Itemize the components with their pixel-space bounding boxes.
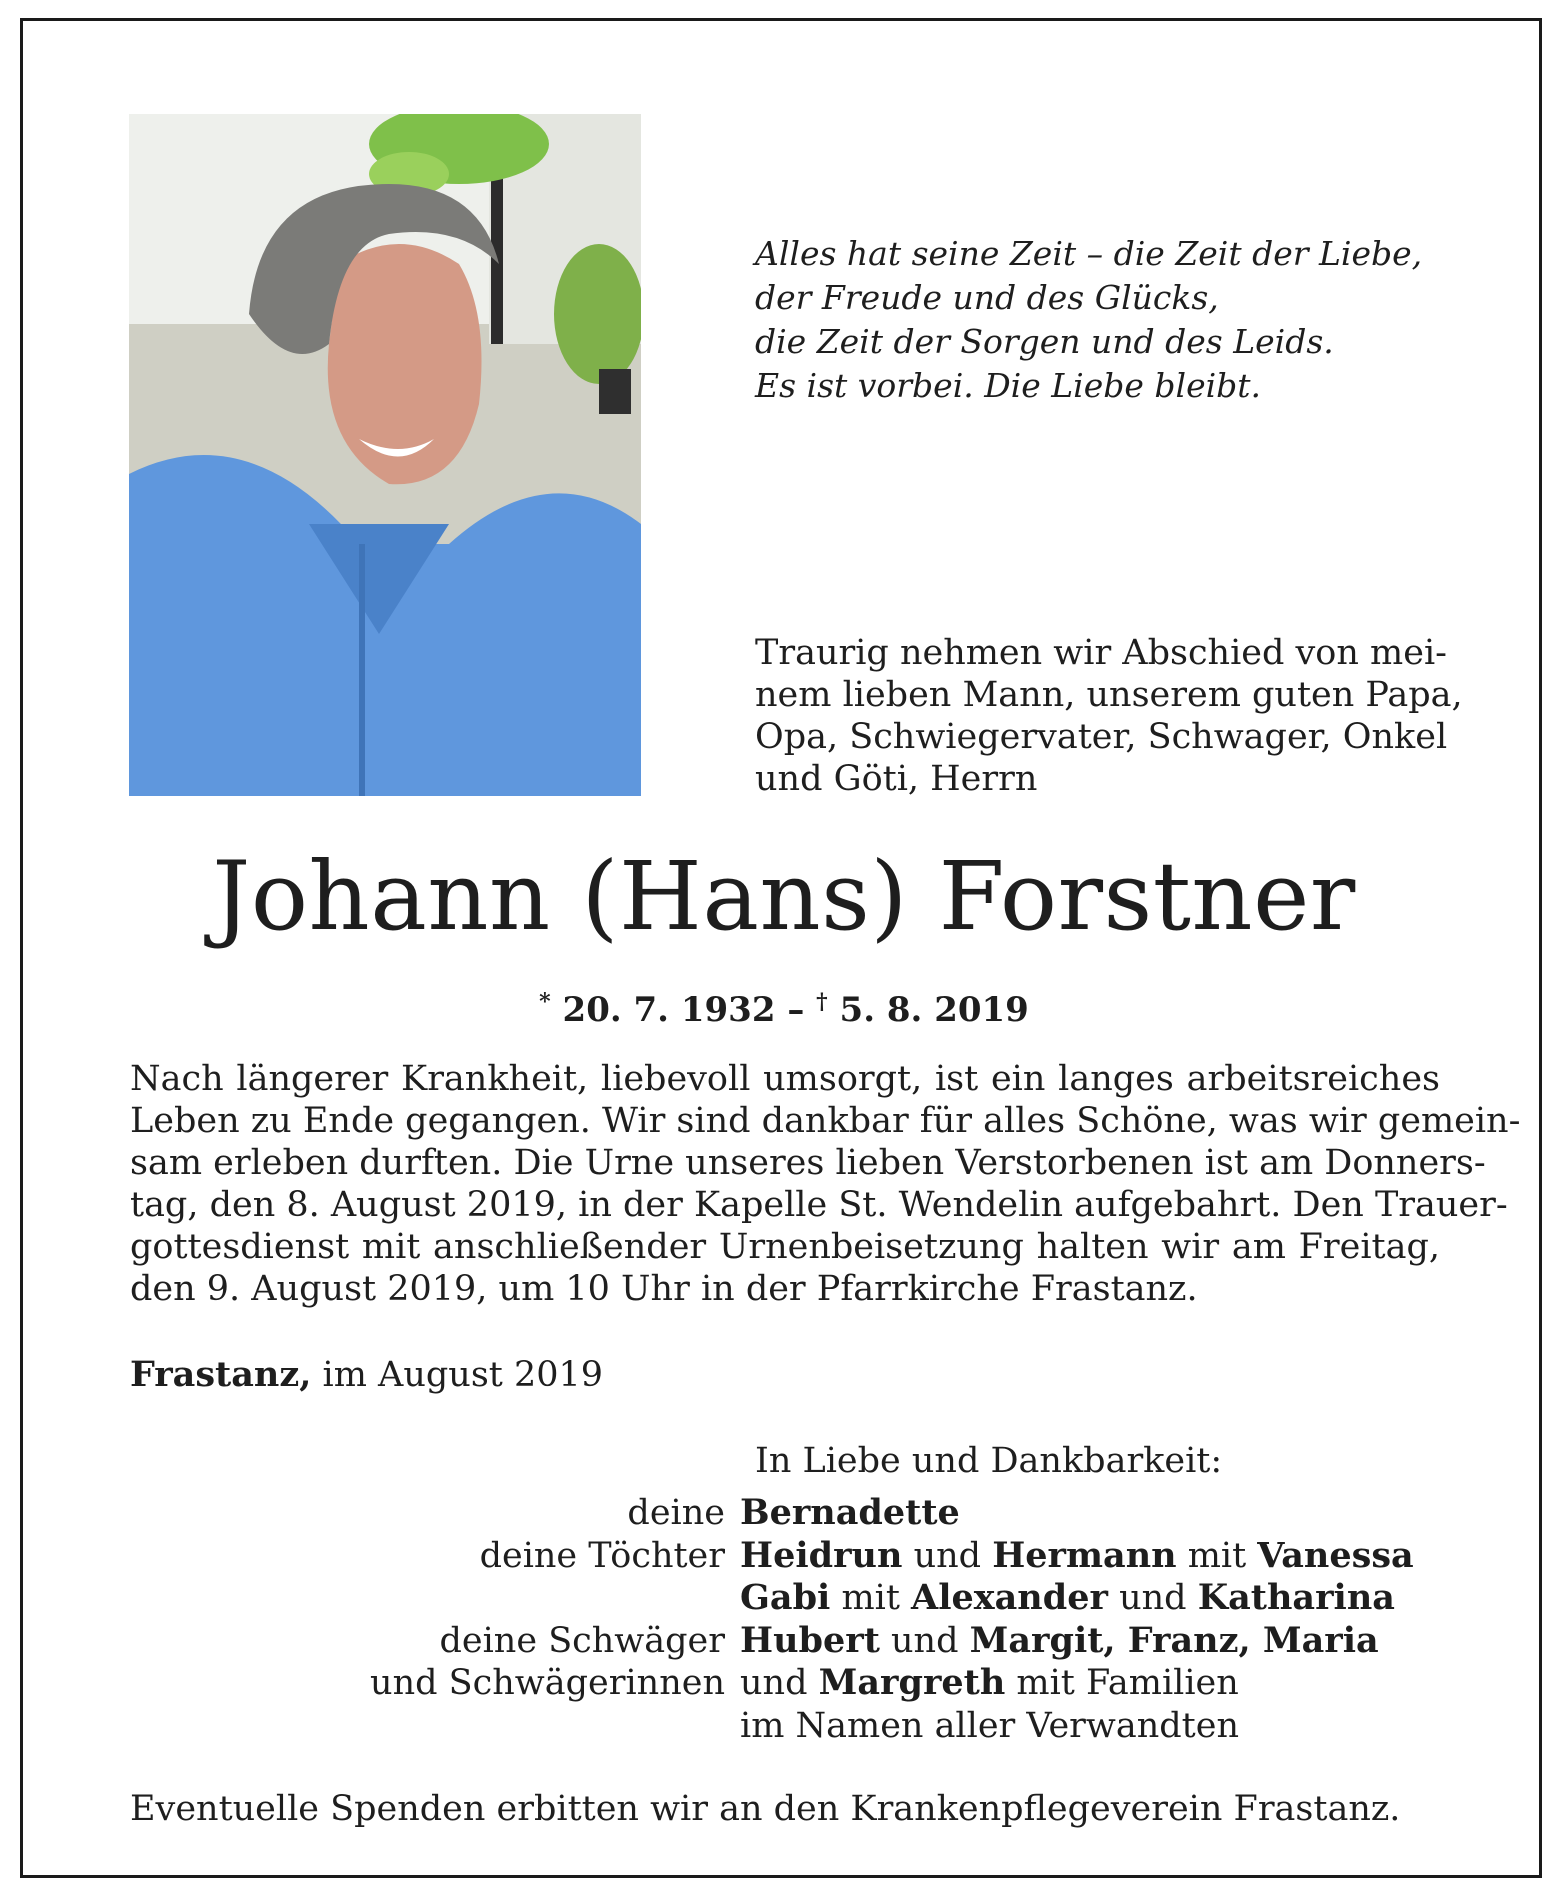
- quote-line: die Zeit der Sorgen und des Leids.: [755, 322, 1334, 361]
- farewell-intro: [755, 632, 1463, 800]
- mourner-name: Heidrun: [740, 1534, 903, 1576]
- intro-line: und Göti, Herrn: [755, 759, 1038, 799]
- connector: mit: [1176, 1535, 1258, 1576]
- mourner-names: [740, 1492, 1470, 1535]
- deceased-name: Johann (Hans) Forstner: [212, 842, 1356, 952]
- quote-line: Alles hat seine Zeit – die Zeit der Liebe,: [755, 234, 1423, 273]
- death-symbol: †: [816, 989, 828, 1015]
- portrait-photo: [129, 114, 641, 796]
- donation-note: Eventuelle Spenden erbitten wir an den Krankenpflegeverein Frastanz.: [130, 1789, 1401, 1829]
- connector: und: [740, 1663, 819, 1703]
- mourner-names: [740, 1662, 1470, 1705]
- mourner-names: [740, 1577, 1470, 1620]
- connector: im Namen aller Verwandten: [740, 1705, 1239, 1746]
- relation-label: [130, 1705, 740, 1748]
- mourner-name: Gabi: [740, 1577, 831, 1618]
- relation-label: [130, 1577, 740, 1620]
- mourner-names: [740, 1620, 1470, 1663]
- date-separator: –: [775, 990, 817, 1030]
- memorial-quote: [755, 232, 1475, 408]
- intro-line: Traurig nehmen wir Abschied von mei-: [755, 633, 1447, 673]
- mourner-names: [740, 1535, 1470, 1578]
- mourner-names: [740, 1705, 1470, 1748]
- body-line: Leben zu Ende gegangen. Wir sind dankbar für alles Schöne, was wir gemein-: [130, 1101, 1521, 1141]
- body-line: sam erleben durften. Die Urne unseres lieben Verstorbenen ist am Donners-: [130, 1143, 1486, 1183]
- intro-line: nem lieben Mann, unserem guten Papa,: [755, 675, 1463, 715]
- body-line: gottesdienst mit anschließender Urnenbeisetzung halten wir am Freitag,: [130, 1227, 1440, 1267]
- relation-label: deine Töchter: [479, 1535, 725, 1576]
- body-line: tag, den 8. August 2019, in der Kapelle St. Wendelin aufgebahrt. Den Trauer-: [130, 1185, 1508, 1225]
- mourner-row: [130, 1620, 1470, 1663]
- connector: mit Familien: [1005, 1663, 1239, 1703]
- mourners-list: [130, 1492, 1470, 1747]
- place-city: Frastanz,: [130, 1354, 312, 1395]
- mourner-row: [130, 1492, 1470, 1535]
- intro-line: Opa, Schwiegervater, Schwager, Onkel: [755, 717, 1448, 757]
- thanks-heading: In Liebe und Dankbarkeit:: [755, 1441, 1223, 1481]
- mourner-name: Katharina: [1197, 1577, 1395, 1618]
- death-date: 5. 8. 2019: [839, 990, 1029, 1030]
- connector: mit: [830, 1578, 912, 1618]
- mourner-name: Hermann: [992, 1534, 1177, 1576]
- life-dates: [0, 982, 1568, 1030]
- connector: und: [879, 1620, 970, 1661]
- mourner-name: Vanessa: [1257, 1534, 1414, 1576]
- connector: und: [1107, 1578, 1198, 1618]
- birth-date: 20. 7. 1932: [562, 990, 776, 1030]
- mourner-row: [130, 1577, 1470, 1620]
- mourner-name: Bernadette: [740, 1492, 960, 1533]
- relation-label: und Schwägerinnen: [370, 1663, 725, 1703]
- quote-line: der Freude und des Glücks,: [755, 278, 1219, 317]
- place-month: im August 2019: [311, 1355, 604, 1395]
- body-line: Nach längerer Krankheit, liebevoll umsorgt, ist ein langes arbeitsreiches: [130, 1059, 1440, 1099]
- mourner-name: Margreth: [818, 1662, 1006, 1703]
- mourner-row: [130, 1535, 1470, 1578]
- place-date-line: [130, 1354, 603, 1396]
- mourner-name: Margit, Franz, Maria: [969, 1619, 1379, 1661]
- quote-line: Es ist vorbei. Die Liebe bleibt.: [755, 366, 1262, 405]
- connector: und: [902, 1535, 993, 1576]
- mourner-row: [130, 1705, 1470, 1748]
- relation-label: deine: [627, 1493, 725, 1533]
- relation-label: deine Schwäger: [439, 1620, 725, 1661]
- birth-symbol: *: [539, 989, 551, 1015]
- obituary-body: [130, 1058, 1521, 1310]
- mourner-row: [130, 1662, 1470, 1705]
- mourner-name: Alexander: [911, 1577, 1108, 1618]
- body-line: den 9. August 2019, um 10 Uhr in der Pfarrkirche Frastanz.: [130, 1269, 1198, 1309]
- mourner-name: Hubert: [740, 1619, 880, 1661]
